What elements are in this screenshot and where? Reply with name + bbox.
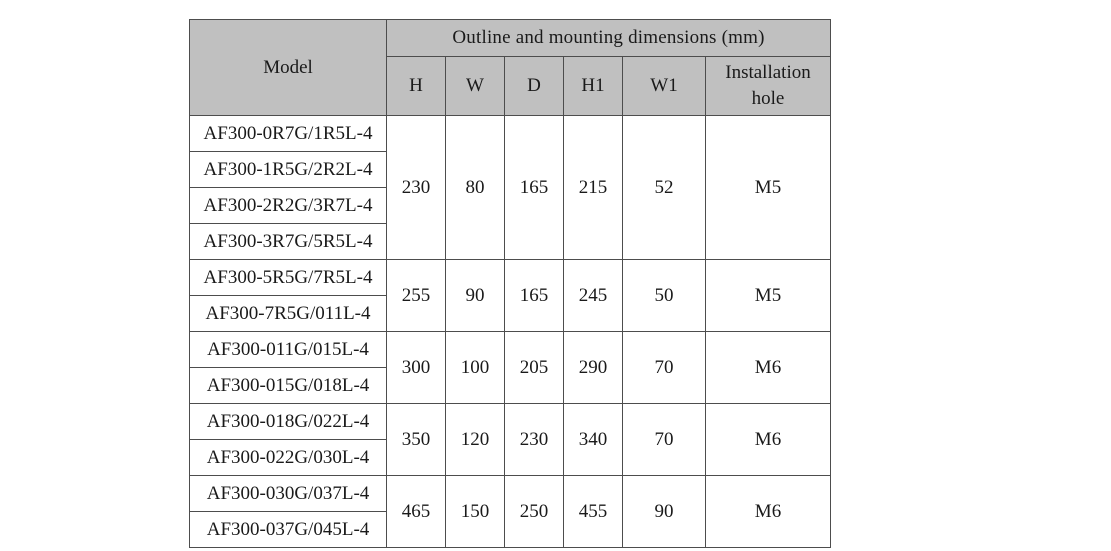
value-w1: 52	[623, 116, 706, 260]
value-h: 465	[387, 476, 446, 548]
table-head	[190, 20, 831, 116]
model-cell: AF300-0R7G/1R5L-4	[190, 116, 387, 152]
model-cell: AF300-011G/015L-4	[190, 332, 387, 368]
header-col-h: H	[387, 57, 446, 116]
table-row	[190, 404, 831, 440]
installation-hole-line2: hole	[751, 88, 785, 109]
model-cell: AF300-3R7G/5R5L-4	[190, 224, 387, 260]
table-body	[190, 116, 831, 548]
value-w1: 50	[623, 260, 706, 332]
value-h1: 340	[564, 404, 623, 476]
table-row	[190, 260, 831, 296]
value-hole: M6	[706, 476, 831, 548]
header-col-w: W	[446, 57, 505, 116]
value-d: 165	[505, 116, 564, 260]
value-h: 300	[387, 332, 446, 404]
value-w1: 90	[623, 476, 706, 548]
value-w1: 70	[623, 332, 706, 404]
value-w: 150	[446, 476, 505, 548]
installation-hole-line1: Installation	[725, 62, 811, 84]
header-col-w1: W1	[623, 57, 706, 116]
model-cell: AF300-015G/018L-4	[190, 368, 387, 404]
value-h1: 215	[564, 116, 623, 260]
value-hole: M6	[706, 404, 831, 476]
value-h: 350	[387, 404, 446, 476]
value-d: 165	[505, 260, 564, 332]
dimensions-table-container	[189, 19, 831, 548]
value-h1: 245	[564, 260, 623, 332]
model-cell: AF300-1R5G/2R2L-4	[190, 152, 387, 188]
value-d: 250	[505, 476, 564, 548]
table-row	[190, 476, 831, 512]
value-w: 120	[446, 404, 505, 476]
header-col-installation-hole	[706, 57, 831, 116]
value-w: 90	[446, 260, 505, 332]
value-d: 205	[505, 332, 564, 404]
header-row-top	[190, 20, 831, 57]
value-d: 230	[505, 404, 564, 476]
model-cell: AF300-037G/045L-4	[190, 512, 387, 548]
model-cell: AF300-2R2G/3R7L-4	[190, 188, 387, 224]
model-cell: AF300-030G/037L-4	[190, 476, 387, 512]
header-col-h1: H1	[564, 57, 623, 116]
table-row	[190, 332, 831, 368]
model-cell: AF300-022G/030L-4	[190, 440, 387, 476]
value-hole: M6	[706, 332, 831, 404]
value-w: 80	[446, 116, 505, 260]
table-row	[190, 116, 831, 152]
value-h1: 290	[564, 332, 623, 404]
value-hole: M5	[706, 260, 831, 332]
model-cell: AF300-5R5G/7R5L-4	[190, 260, 387, 296]
value-w1: 70	[623, 404, 706, 476]
model-cell: AF300-018G/022L-4	[190, 404, 387, 440]
model-cell: AF300-7R5G/011L-4	[190, 296, 387, 332]
header-col-d: D	[505, 57, 564, 116]
value-h1: 455	[564, 476, 623, 548]
dimensions-table	[189, 19, 831, 548]
value-w: 100	[446, 332, 505, 404]
value-h: 255	[387, 260, 446, 332]
value-hole: M5	[706, 116, 831, 260]
header-model: Model	[190, 20, 387, 116]
header-dimensions-group: Outline and mounting dimensions (mm)	[387, 20, 831, 57]
value-h: 230	[387, 116, 446, 260]
